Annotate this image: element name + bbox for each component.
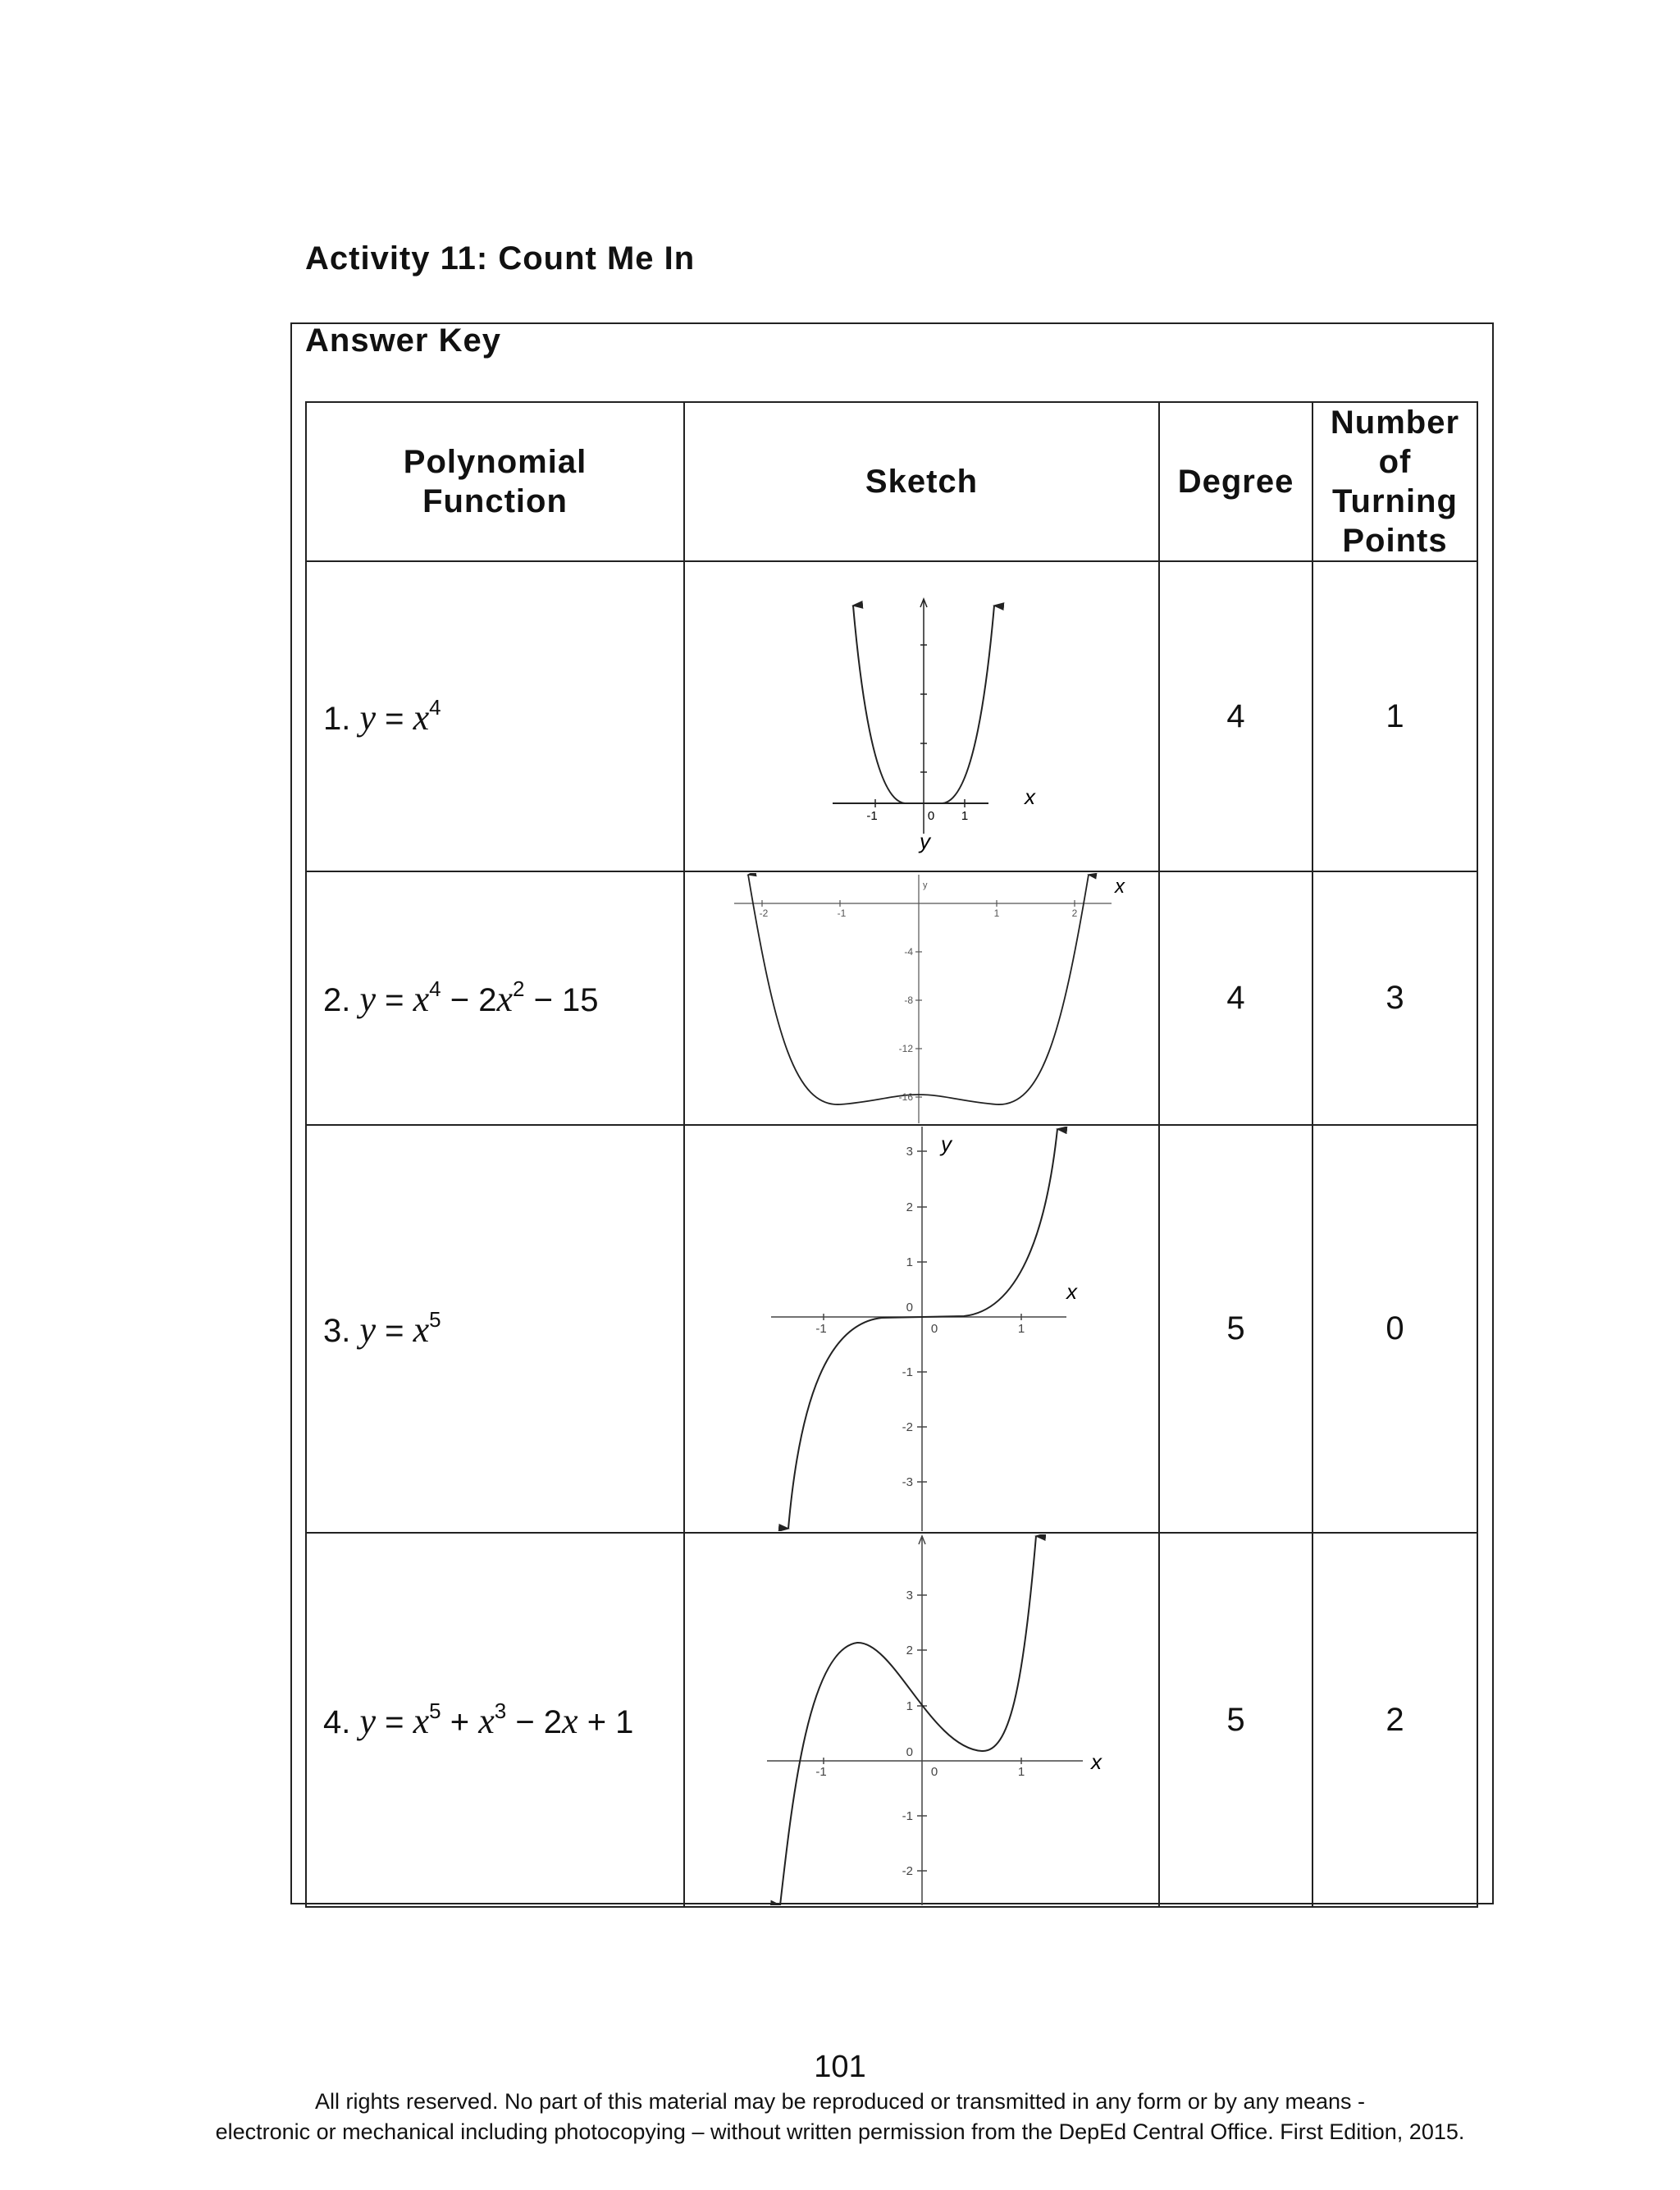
table-header-row	[306, 402, 1477, 561]
math-exponent: 3	[494, 1698, 507, 1723]
header-tp-line-4: Points	[1342, 523, 1448, 559]
x-tick-label: 0	[930, 1322, 938, 1336]
turning-points-cell: 0	[1312, 1125, 1477, 1533]
answer-key-label: Answer Key	[305, 322, 501, 359]
math-operator: =	[376, 700, 413, 737]
x-tick-label: -1	[815, 1765, 827, 1779]
graph-sketch-1	[685, 563, 1157, 870]
table-row	[306, 1125, 1477, 1533]
math-exponent: 5	[429, 1698, 441, 1723]
y-tick-label: -1	[902, 1809, 913, 1823]
header-tp-line-2: of	[1378, 444, 1412, 480]
footer-copyright-line-1: All rights reserved. No part of this material may be reproduced or transmitted in any form or by any means -	[314, 2089, 1366, 2114]
math-variable: y	[359, 1700, 377, 1741]
y-tick-label: 3	[906, 1589, 913, 1602]
x-axis-label: x	[1091, 1749, 1102, 1774]
turning-points-cell: 3	[1312, 871, 1477, 1125]
turning-points-cell: 2	[1312, 1533, 1477, 1907]
x-tick-label: 1	[1017, 1765, 1025, 1779]
math-variable: y	[359, 979, 377, 1019]
y-tick-label: -4	[904, 946, 913, 958]
y-tick-label: -2	[902, 1420, 913, 1434]
degree-cell: 5	[1159, 1125, 1312, 1533]
math-variable: x	[562, 1700, 578, 1741]
graph-sketch-2	[685, 873, 1157, 1123]
header-sketch: Sketch	[684, 402, 1159, 561]
x-tick-label: 0	[927, 809, 935, 823]
math-operator: =	[376, 982, 413, 1018]
page-number: 101	[814, 2050, 866, 2084]
function-expression	[359, 694, 441, 738]
polynomial-function-cell	[306, 561, 684, 871]
answer-key-table	[305, 401, 1478, 1908]
activity-title: Activity 11: Count Me In	[305, 240, 696, 277]
polynomial-function-cell	[306, 1125, 684, 1533]
math-variable: x	[478, 1700, 495, 1741]
y-tick-label: -1	[902, 1365, 913, 1379]
math-operator: =	[376, 1703, 413, 1740]
y-tick-label: -3	[902, 1475, 913, 1489]
row-number: 3.	[323, 1313, 351, 1349]
x-tick-label: -1	[866, 809, 878, 823]
x-tick-label: 1	[993, 908, 1000, 919]
math-operator: +	[441, 1703, 479, 1740]
math-operator: − 15	[524, 982, 599, 1018]
y-axis-label: y	[941, 1132, 952, 1156]
polynomial-function-cell	[306, 1533, 684, 1907]
math-variable: x	[413, 979, 430, 1019]
x-axis-label: x	[1066, 1279, 1077, 1304]
y-tick-label: 0	[906, 1301, 913, 1314]
header-turning-points	[1312, 402, 1477, 561]
math-operator: + 1	[578, 1703, 634, 1740]
header-function-line-1: Polynomial	[403, 444, 587, 480]
table-row	[306, 561, 1477, 871]
y-tick-label: -16	[898, 1091, 913, 1103]
math-operator: − 2	[441, 982, 497, 1018]
polynomial-function-cell	[306, 871, 684, 1125]
x-tick-label: 1	[961, 809, 969, 823]
y-tick-label: 2	[906, 1200, 913, 1214]
x-tick-label: -2	[759, 908, 769, 919]
math-variable: x	[413, 697, 430, 738]
graph-sketch-3	[685, 1127, 1157, 1531]
function-expression	[359, 1307, 441, 1350]
footer-copyright-line-2: electronic or mechanical including photocopying – without written permission from the DepEd Central Office. First Edition, 2015.	[215, 2119, 1465, 2144]
math-exponent: 5	[429, 1307, 441, 1332]
sketch-cell	[684, 1125, 1159, 1533]
y-tick-label: 2	[906, 1644, 913, 1657]
sketch-cell	[684, 1533, 1159, 1907]
degree-cell: 5	[1159, 1533, 1312, 1907]
x-tick-label: 1	[1017, 1322, 1025, 1336]
x-tick-label: -1	[837, 908, 847, 919]
x-axis-label: x	[1115, 876, 1125, 898]
header-polynomial-function	[306, 402, 684, 561]
y-axis-label: y	[923, 880, 928, 890]
header-degree: Degree	[1159, 402, 1312, 561]
sketch-cell	[684, 561, 1159, 871]
row-number: 4.	[323, 1703, 351, 1740]
y-tick-label: -8	[904, 994, 913, 1006]
header-function-line-2: Function	[422, 483, 568, 519]
degree-cell: 4	[1159, 561, 1312, 871]
row-number: 1.	[323, 700, 351, 737]
function-expression	[359, 976, 599, 1019]
math-operator: − 2	[506, 1703, 563, 1740]
degree-cell: 4	[1159, 871, 1312, 1125]
x-tick-label: 0	[930, 1765, 938, 1779]
sketch-cell	[684, 871, 1159, 1125]
math-exponent: 4	[429, 694, 441, 720]
y-axis-label: y	[920, 829, 930, 853]
function-expression	[359, 1698, 634, 1741]
y-tick-label: 3	[906, 1145, 913, 1159]
header-tp-line-1: Number	[1330, 405, 1460, 441]
math-variable: y	[359, 1310, 377, 1350]
y-tick-label: -12	[898, 1043, 913, 1054]
row-number: 2.	[323, 982, 351, 1018]
x-tick-label: 2	[1071, 908, 1078, 919]
math-exponent: 4	[429, 976, 441, 1001]
table-row	[306, 1533, 1477, 1907]
x-axis-label: x	[1025, 784, 1035, 809]
table-row	[306, 871, 1477, 1125]
graph-sketch-4	[685, 1534, 1157, 1905]
y-tick-label: 1	[906, 1699, 913, 1713]
y-tick-label: -2	[902, 1864, 913, 1878]
y-tick-label: 1	[906, 1255, 913, 1269]
x-tick-label: -1	[815, 1322, 827, 1336]
curve-x5	[788, 1129, 1057, 1529]
math-variable: x	[413, 1310, 430, 1350]
math-variable: x	[496, 979, 513, 1019]
math-operator: =	[376, 1313, 413, 1349]
turning-points-cell: 1	[1312, 561, 1477, 871]
math-variable: y	[359, 697, 377, 738]
math-variable: x	[413, 1700, 430, 1741]
math-exponent: 2	[512, 976, 525, 1001]
header-tp-line-3: Turning	[1332, 483, 1458, 519]
y-tick-label: 0	[906, 1745, 913, 1759]
